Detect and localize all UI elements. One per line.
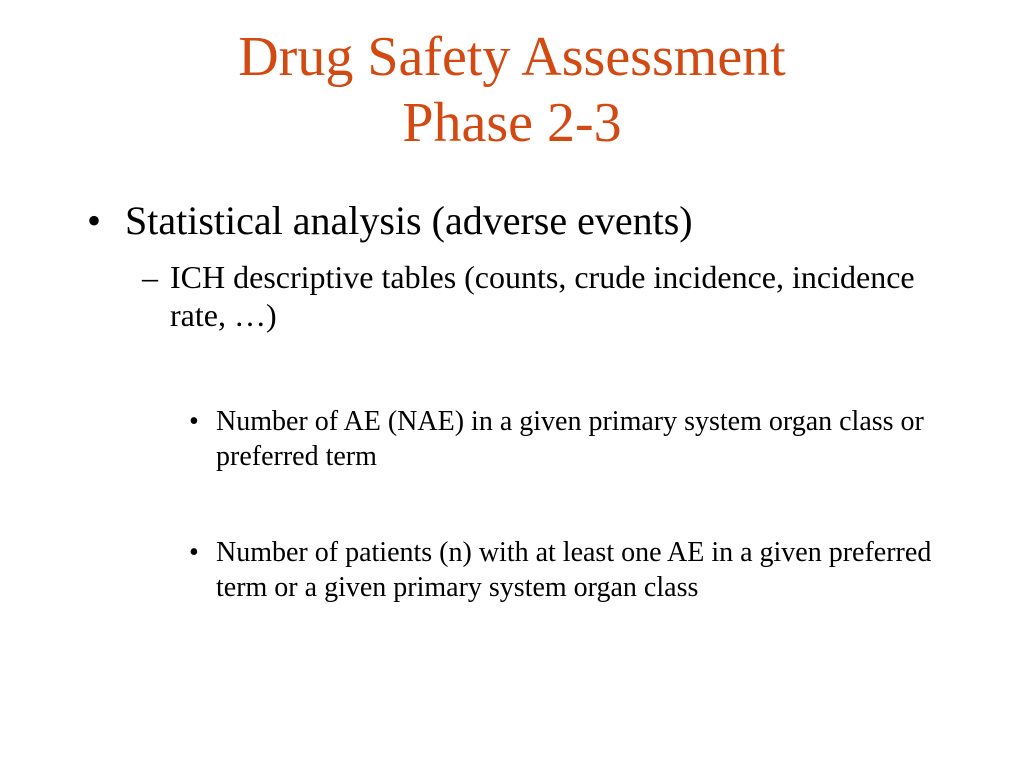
bullet-text: Number of AE (NAE) in a given primary system organ class or preferred term <box>216 406 924 472</box>
bullet-level-3-patients <box>189 535 976 605</box>
dash-marker: – <box>142 259 158 295</box>
bullet-marker: • <box>87 198 102 243</box>
slide-title-line-1: Drug Safety Assessment <box>238 26 786 88</box>
bullet-marker: • <box>189 537 199 568</box>
bullet-text: ICH descriptive tables (counts, crude incidence, incidence rate, …) <box>170 259 915 333</box>
bullet-text: Statistical analysis (adverse events) <box>125 198 693 243</box>
bullet-text: Number of patients (n) with at least one AE in a given preferred term or a given primary system organ class <box>216 537 932 603</box>
slide-title-line-2: Phase 2-3 <box>402 92 622 154</box>
bullet-level-1 <box>87 196 1005 246</box>
bullet-marker: • <box>189 406 199 437</box>
bullet-level-3-nae <box>189 404 976 474</box>
bullet-level-2 <box>142 258 970 334</box>
